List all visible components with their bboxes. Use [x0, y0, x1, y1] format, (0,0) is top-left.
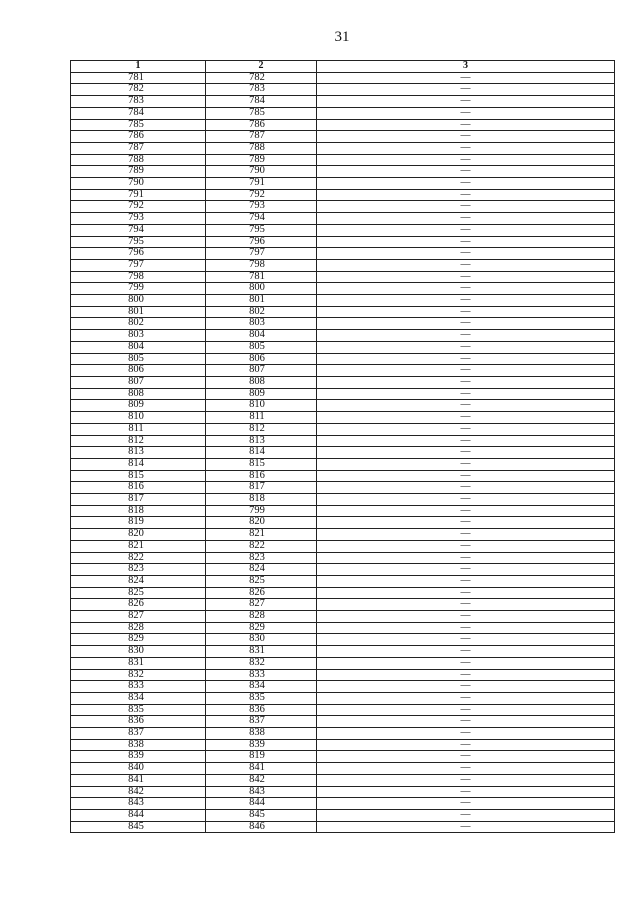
cell-col-1: 789 — [71, 166, 206, 178]
table-row — [71, 622, 615, 634]
cell-col-1: 788 — [71, 154, 206, 166]
cell-col-2: 814 — [206, 447, 317, 459]
cell-col-1: 812 — [71, 435, 206, 447]
cell-col-2: 843 — [206, 786, 317, 798]
cell-col-1: 831 — [71, 657, 206, 669]
cell-col-2: 816 — [206, 470, 317, 482]
cell-col-3: — — [317, 798, 615, 810]
cell-col-2: 801 — [206, 295, 317, 307]
cell-col-3: — — [317, 821, 615, 833]
table-row — [71, 271, 615, 283]
cell-col-2: 818 — [206, 494, 317, 506]
cell-col-1: 823 — [71, 564, 206, 576]
table-row — [71, 564, 615, 576]
table-row — [71, 306, 615, 318]
cell-col-1: 833 — [71, 681, 206, 693]
table-row — [71, 786, 615, 798]
cell-col-3: — — [317, 505, 615, 517]
cell-col-2: 782 — [206, 72, 317, 84]
table-row — [71, 295, 615, 307]
table-row — [71, 154, 615, 166]
cell-col-2: 845 — [206, 810, 317, 822]
cell-col-3: — — [317, 341, 615, 353]
cell-col-3: — — [317, 517, 615, 529]
table-row — [71, 330, 615, 342]
cell-col-2: 826 — [206, 587, 317, 599]
table-row — [71, 341, 615, 353]
cell-col-3: — — [317, 447, 615, 459]
cell-col-1: 837 — [71, 728, 206, 740]
table-row — [71, 751, 615, 763]
table-row — [71, 611, 615, 623]
cell-col-3: — — [317, 622, 615, 634]
cell-col-3: — — [317, 400, 615, 412]
cell-col-1: 791 — [71, 189, 206, 201]
cell-col-2: 784 — [206, 96, 317, 108]
table-row — [71, 494, 615, 506]
cell-col-1: 844 — [71, 810, 206, 822]
cell-col-1: 806 — [71, 365, 206, 377]
cell-col-3: — — [317, 763, 615, 775]
cell-col-2: 805 — [206, 341, 317, 353]
cell-col-3: — — [317, 201, 615, 213]
cell-col-1: 842 — [71, 786, 206, 798]
cell-col-2: 836 — [206, 704, 317, 716]
cell-col-3: — — [317, 681, 615, 693]
cell-col-3: — — [317, 330, 615, 342]
cell-col-3: — — [317, 131, 615, 143]
cell-col-2: 817 — [206, 482, 317, 494]
table-row — [71, 763, 615, 775]
cell-col-1: 808 — [71, 388, 206, 400]
cell-col-3: — — [317, 283, 615, 295]
cell-col-3: — — [317, 774, 615, 786]
cell-col-2: 825 — [206, 575, 317, 587]
cell-col-3: — — [317, 599, 615, 611]
table-row — [71, 96, 615, 108]
cell-col-1: 809 — [71, 400, 206, 412]
table-row — [71, 692, 615, 704]
cell-col-1: 802 — [71, 318, 206, 330]
table-row — [71, 505, 615, 517]
table-row — [71, 376, 615, 388]
cell-col-2: 803 — [206, 318, 317, 330]
cell-col-3: — — [317, 529, 615, 541]
cell-col-2: 813 — [206, 435, 317, 447]
cell-col-3: — — [317, 611, 615, 623]
table-row — [71, 634, 615, 646]
cell-col-3: — — [317, 72, 615, 84]
cell-col-2: 792 — [206, 189, 317, 201]
table-row — [71, 739, 615, 751]
table-row — [71, 412, 615, 424]
cell-col-1: 797 — [71, 259, 206, 271]
cell-col-3: — — [317, 739, 615, 751]
table-row — [71, 353, 615, 365]
cell-col-3: — — [317, 552, 615, 564]
cell-col-3: — — [317, 142, 615, 154]
table-row — [71, 224, 615, 236]
cell-col-3: — — [317, 365, 615, 377]
cell-col-2: 821 — [206, 529, 317, 541]
table-row — [71, 283, 615, 295]
cell-col-2: 794 — [206, 213, 317, 225]
cell-col-3: — — [317, 634, 615, 646]
column-header-1: 1 — [71, 61, 206, 73]
cell-col-2: 839 — [206, 739, 317, 751]
cell-col-3: — — [317, 84, 615, 96]
cell-col-3: — — [317, 259, 615, 271]
table-row — [71, 119, 615, 131]
cell-col-3: — — [317, 318, 615, 330]
table-body — [71, 72, 615, 833]
cell-col-1: 810 — [71, 412, 206, 424]
cell-col-2: 789 — [206, 154, 317, 166]
cell-col-2: 810 — [206, 400, 317, 412]
cell-col-3: — — [317, 669, 615, 681]
cell-col-1: 799 — [71, 283, 206, 295]
cell-col-3: — — [317, 96, 615, 108]
cell-col-2: 809 — [206, 388, 317, 400]
table-row — [71, 540, 615, 552]
cell-col-1: 843 — [71, 798, 206, 810]
cell-col-1: 811 — [71, 423, 206, 435]
table-row — [71, 646, 615, 658]
cell-col-1: 784 — [71, 107, 206, 119]
cell-col-3: — — [317, 587, 615, 599]
cell-col-3: — — [317, 353, 615, 365]
table-row — [71, 529, 615, 541]
cell-col-1: 785 — [71, 119, 206, 131]
cell-col-1: 798 — [71, 271, 206, 283]
cell-col-3: — — [317, 236, 615, 248]
cell-col-1: 820 — [71, 529, 206, 541]
table-row — [71, 575, 615, 587]
cell-col-1: 830 — [71, 646, 206, 658]
table-row — [71, 84, 615, 96]
table-row — [71, 599, 615, 611]
cell-col-1: 832 — [71, 669, 206, 681]
cell-col-1: 841 — [71, 774, 206, 786]
table-row — [71, 681, 615, 693]
table-row — [71, 798, 615, 810]
cell-col-1: 836 — [71, 716, 206, 728]
cell-col-1: 813 — [71, 447, 206, 459]
table-row — [71, 388, 615, 400]
cell-col-2: 804 — [206, 330, 317, 342]
cell-col-1: 796 — [71, 248, 206, 260]
cell-col-3: — — [317, 692, 615, 704]
table-row — [71, 318, 615, 330]
column-header-2: 2 — [206, 61, 317, 73]
cell-col-2: 811 — [206, 412, 317, 424]
cell-col-2: 824 — [206, 564, 317, 576]
table-row — [71, 142, 615, 154]
cell-col-1: 835 — [71, 704, 206, 716]
cell-col-2: 830 — [206, 634, 317, 646]
cell-col-3: — — [317, 119, 615, 131]
cell-col-1: 825 — [71, 587, 206, 599]
table-row — [71, 552, 615, 564]
table-row — [71, 423, 615, 435]
cell-col-2: 822 — [206, 540, 317, 552]
cell-col-2: 808 — [206, 376, 317, 388]
cell-col-2: 812 — [206, 423, 317, 435]
cell-col-3: — — [317, 482, 615, 494]
cell-col-1: 800 — [71, 295, 206, 307]
cell-col-2: 834 — [206, 681, 317, 693]
cell-col-2: 788 — [206, 142, 317, 154]
cell-col-3: — — [317, 295, 615, 307]
cell-col-2: 793 — [206, 201, 317, 213]
cell-col-2: 844 — [206, 798, 317, 810]
cell-col-3: — — [317, 728, 615, 740]
table-row — [71, 213, 615, 225]
cell-col-1: 801 — [71, 306, 206, 318]
data-table — [70, 60, 615, 833]
table-row — [71, 458, 615, 470]
cell-col-2: 820 — [206, 517, 317, 529]
cell-col-3: — — [317, 388, 615, 400]
cell-col-2: 783 — [206, 84, 317, 96]
cell-col-2: 846 — [206, 821, 317, 833]
table-row — [71, 447, 615, 459]
cell-col-1: 787 — [71, 142, 206, 154]
table-row — [71, 236, 615, 248]
cell-col-2: 829 — [206, 622, 317, 634]
cell-col-1: 818 — [71, 505, 206, 517]
cell-col-1: 805 — [71, 353, 206, 365]
table-row — [71, 774, 615, 786]
cell-col-1: 821 — [71, 540, 206, 552]
cell-col-2: 838 — [206, 728, 317, 740]
cell-col-3: — — [317, 189, 615, 201]
cell-col-2: 798 — [206, 259, 317, 271]
cell-col-2: 807 — [206, 365, 317, 377]
table-row — [71, 189, 615, 201]
cell-col-2: 802 — [206, 306, 317, 318]
cell-col-1: 782 — [71, 84, 206, 96]
data-table-container — [70, 60, 614, 833]
table-row — [71, 821, 615, 833]
cell-col-2: 795 — [206, 224, 317, 236]
cell-col-1: 786 — [71, 131, 206, 143]
table-row — [71, 587, 615, 599]
cell-col-1: 838 — [71, 739, 206, 751]
cell-col-2: 785 — [206, 107, 317, 119]
table-header — [71, 61, 615, 73]
cell-col-2: 842 — [206, 774, 317, 786]
cell-col-3: — — [317, 412, 615, 424]
page-number: 31 — [334, 29, 350, 45]
cell-col-3: — — [317, 564, 615, 576]
cell-col-2: 827 — [206, 599, 317, 611]
cell-col-3: — — [317, 271, 615, 283]
table-row — [71, 704, 615, 716]
cell-col-1: 803 — [71, 330, 206, 342]
cell-col-3: — — [317, 306, 615, 318]
table-row — [71, 810, 615, 822]
table-row — [71, 400, 615, 412]
cell-col-1: 822 — [71, 552, 206, 564]
table-row — [71, 166, 615, 178]
cell-col-1: 795 — [71, 236, 206, 248]
cell-col-3: — — [317, 494, 615, 506]
cell-col-2: 815 — [206, 458, 317, 470]
cell-col-1: 792 — [71, 201, 206, 213]
cell-col-3: — — [317, 376, 615, 388]
table-row — [71, 131, 615, 143]
cell-col-1: 826 — [71, 599, 206, 611]
cell-col-1: 794 — [71, 224, 206, 236]
cell-col-3: — — [317, 166, 615, 178]
cell-col-3: — — [317, 657, 615, 669]
cell-col-1: 819 — [71, 517, 206, 529]
cell-col-2: 831 — [206, 646, 317, 658]
cell-col-1: 845 — [71, 821, 206, 833]
cell-col-1: 834 — [71, 692, 206, 704]
cell-col-3: — — [317, 704, 615, 716]
table-row — [71, 517, 615, 529]
cell-col-3: — — [317, 423, 615, 435]
cell-col-2: 833 — [206, 669, 317, 681]
cell-col-2: 781 — [206, 271, 317, 283]
cell-col-1: 781 — [71, 72, 206, 84]
cell-col-1: 829 — [71, 634, 206, 646]
cell-col-2: 841 — [206, 763, 317, 775]
cell-col-3: — — [317, 213, 615, 225]
table-row — [71, 178, 615, 190]
cell-col-1: 793 — [71, 213, 206, 225]
cell-col-1: 824 — [71, 575, 206, 587]
cell-col-3: — — [317, 540, 615, 552]
cell-col-3: — — [317, 470, 615, 482]
header-row — [71, 61, 615, 73]
cell-col-1: 816 — [71, 482, 206, 494]
cell-col-2: 832 — [206, 657, 317, 669]
cell-col-2: 819 — [206, 751, 317, 763]
cell-col-1: 804 — [71, 341, 206, 353]
cell-col-3: — — [317, 575, 615, 587]
cell-col-3: — — [317, 458, 615, 470]
table-row — [71, 716, 615, 728]
table-row — [71, 470, 615, 482]
cell-col-2: 786 — [206, 119, 317, 131]
table-row — [71, 248, 615, 260]
cell-col-1: 790 — [71, 178, 206, 190]
cell-col-1: 783 — [71, 96, 206, 108]
cell-col-2: 823 — [206, 552, 317, 564]
cell-col-3: — — [317, 716, 615, 728]
cell-col-1: 817 — [71, 494, 206, 506]
table-row — [71, 657, 615, 669]
cell-col-2: 787 — [206, 131, 317, 143]
table-row — [71, 669, 615, 681]
cell-col-2: 806 — [206, 353, 317, 365]
cell-col-1: 839 — [71, 751, 206, 763]
table-row — [71, 728, 615, 740]
cell-col-3: — — [317, 107, 615, 119]
cell-col-3: — — [317, 810, 615, 822]
table-row — [71, 72, 615, 84]
cell-col-1: 827 — [71, 611, 206, 623]
cell-col-3: — — [317, 435, 615, 447]
cell-col-1: 840 — [71, 763, 206, 775]
cell-col-2: 796 — [206, 236, 317, 248]
cell-col-2: 790 — [206, 166, 317, 178]
cell-col-3: — — [317, 751, 615, 763]
cell-col-2: 835 — [206, 692, 317, 704]
cell-col-1: 815 — [71, 470, 206, 482]
table-row — [71, 107, 615, 119]
cell-col-2: 791 — [206, 178, 317, 190]
cell-col-3: — — [317, 248, 615, 260]
cell-col-3: — — [317, 178, 615, 190]
table-row — [71, 365, 615, 377]
cell-col-2: 799 — [206, 505, 317, 517]
column-header-3: 3 — [317, 61, 615, 73]
table-row — [71, 482, 615, 494]
table-row — [71, 435, 615, 447]
cell-col-3: — — [317, 224, 615, 236]
table-row — [71, 201, 615, 213]
cell-col-2: 800 — [206, 283, 317, 295]
cell-col-1: 807 — [71, 376, 206, 388]
cell-col-3: — — [317, 154, 615, 166]
table-row — [71, 259, 615, 271]
cell-col-2: 837 — [206, 716, 317, 728]
cell-col-3: — — [317, 646, 615, 658]
cell-col-2: 797 — [206, 248, 317, 260]
cell-col-1: 828 — [71, 622, 206, 634]
cell-col-2: 828 — [206, 611, 317, 623]
cell-col-1: 814 — [71, 458, 206, 470]
cell-col-3: — — [317, 786, 615, 798]
